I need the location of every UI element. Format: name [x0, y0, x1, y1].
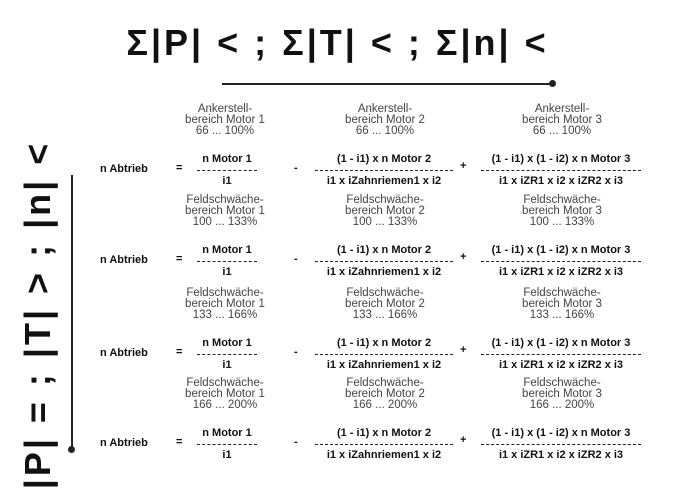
denominator: i1 — [222, 359, 232, 371]
range-label-line: bereich Motor 3 — [522, 298, 602, 310]
fraction — [481, 337, 641, 371]
numerator: (1 - i1) x (1 - i2) x n Motor 3 — [491, 337, 631, 349]
fraction-bar — [315, 444, 453, 445]
denominator: i1 x iZahnriemen1 x i2 — [326, 266, 442, 278]
numerator: (1 - i1) x (1 - i2) x n Motor 3 — [491, 153, 631, 165]
numerator: (1 - i1) x n Motor 2 — [336, 337, 432, 349]
fraction — [197, 337, 257, 371]
range-label-line: bereich Motor 2 — [345, 114, 425, 126]
plus-sign: + — [460, 344, 467, 356]
minus-sign: - — [294, 346, 298, 358]
horizontal-rule — [222, 83, 552, 85]
numerator: (1 - i1) x (1 - i2) x n Motor 3 — [491, 244, 631, 256]
range-label-line: bereich Motor 1 — [185, 388, 265, 400]
fraction-bar — [315, 170, 453, 171]
fraction-bar — [481, 444, 641, 445]
fraction — [481, 153, 641, 187]
formula-row — [0, 378, 675, 468]
fraction-bar — [197, 354, 257, 355]
range-label-line: bereich Motor 1 — [185, 298, 265, 310]
range-label-line: bereich Motor 3 — [522, 205, 602, 217]
denominator: i1 x iZR1 x i2 x iZR2 x i3 — [498, 359, 624, 371]
fraction-bar — [315, 354, 453, 355]
range-label-line: Feldschwäche- — [523, 287, 601, 299]
range-label-line: Feldschwäche- — [346, 377, 424, 389]
lhs-label: n Abtrieb — [100, 437, 148, 449]
range-label-line: bereich Motor 2 — [345, 388, 425, 400]
equals-sign: = — [176, 253, 183, 265]
range-label-line: Feldschwäche- — [523, 194, 601, 206]
equals-sign: = — [176, 436, 183, 448]
range-label — [140, 378, 310, 411]
fraction — [315, 427, 453, 461]
fraction-bar — [197, 170, 257, 171]
fraction-bar — [315, 261, 453, 262]
plus-sign: + — [460, 434, 467, 446]
formula-row — [0, 195, 675, 285]
range-label-line: 166 ... 200% — [352, 399, 418, 411]
formula-row — [0, 104, 675, 194]
side-condition-text: |P| = ; |T| > ; |n| < — [17, 140, 58, 490]
range-label-line: 66 ... 100% — [532, 125, 592, 137]
range-label — [300, 378, 470, 411]
denominator: i1 x iZahnriemen1 x i2 — [326, 175, 442, 187]
range-label-line: Ankerstell- — [357, 103, 413, 115]
lhs-label: n Abtrieb — [100, 347, 148, 359]
denominator: i1 x iZR1 x i2 x iZR2 x i3 — [498, 175, 624, 187]
range-label — [140, 288, 310, 321]
formula-row — [0, 288, 675, 378]
range-label-line: Feldschwäche- — [186, 194, 264, 206]
numerator: (1 - i1) x (1 - i2) x n Motor 3 — [491, 427, 631, 439]
range-label — [140, 195, 310, 228]
range-label-line: Feldschwäche- — [346, 287, 424, 299]
lhs-label: n Abtrieb — [100, 254, 148, 266]
range-label-line: 133 ... 166% — [192, 309, 258, 321]
range-label — [477, 104, 647, 137]
range-label-line: 66 ... 100% — [195, 125, 255, 137]
range-label-line: 66 ... 100% — [355, 125, 415, 137]
range-label — [300, 104, 470, 137]
fraction-bar — [481, 354, 641, 355]
fraction — [315, 337, 453, 371]
rule-end-dot — [549, 80, 556, 87]
range-label — [140, 104, 310, 137]
denominator: i1 x iZR1 x i2 x iZR2 x i3 — [498, 449, 624, 461]
range-label-line: 100 ... 133% — [529, 216, 595, 228]
range-label-line: 100 ... 133% — [352, 216, 418, 228]
lhs-label: n Abtrieb — [100, 163, 148, 175]
fraction-bar — [197, 444, 257, 445]
range-label-line: bereich Motor 1 — [185, 114, 265, 126]
fraction — [197, 427, 257, 461]
minus-sign: - — [294, 253, 298, 265]
fraction — [481, 244, 641, 278]
numerator: n Motor 1 — [202, 337, 252, 349]
numerator: (1 - i1) x n Motor 2 — [336, 244, 432, 256]
denominator: i1 — [222, 266, 232, 278]
denominator: i1 x iZahnriemen1 x i2 — [326, 449, 442, 461]
minus-sign: - — [294, 436, 298, 448]
fraction — [197, 244, 257, 278]
range-label — [477, 288, 647, 321]
range-label-line: bereich Motor 2 — [345, 298, 425, 310]
numerator: (1 - i1) x n Motor 2 — [336, 427, 432, 439]
range-label-line: bereich Motor 2 — [345, 205, 425, 217]
range-label-line: bereich Motor 1 — [185, 205, 265, 217]
range-label-line: Feldschwäche- — [186, 377, 264, 389]
range-label-line: 133 ... 166% — [352, 309, 418, 321]
denominator: i1 x iZR1 x i2 x iZR2 x i3 — [498, 266, 624, 278]
diagram-title: Σ|P| < ; Σ|T| < ; Σ|n| < — [126, 22, 549, 63]
equals-sign: = — [176, 162, 183, 174]
range-label-line: 100 ... 133% — [192, 216, 258, 228]
fraction-bar — [481, 261, 641, 262]
fraction — [481, 427, 641, 461]
range-label-line: Feldschwäche- — [523, 377, 601, 389]
fraction-bar — [197, 261, 257, 262]
numerator: n Motor 1 — [202, 244, 252, 256]
range-label-line: Feldschwäche- — [186, 287, 264, 299]
numerator: n Motor 1 — [202, 427, 252, 439]
plus-sign: + — [460, 251, 467, 263]
equals-sign: = — [176, 346, 183, 358]
minus-sign: - — [294, 162, 298, 174]
denominator: i1 — [222, 175, 232, 187]
range-label — [300, 288, 470, 321]
range-label-line: 166 ... 200% — [529, 399, 595, 411]
range-label-line: 166 ... 200% — [192, 399, 258, 411]
fraction — [315, 244, 453, 278]
range-label-line: Ankerstell- — [534, 103, 590, 115]
fraction — [315, 153, 453, 187]
range-label — [477, 378, 647, 411]
range-label-line: Ankerstell- — [197, 103, 253, 115]
range-label-line: 133 ... 166% — [529, 309, 595, 321]
range-label-line: bereich Motor 3 — [522, 388, 602, 400]
denominator: i1 — [222, 449, 232, 461]
fraction-bar — [481, 170, 641, 171]
fraction — [197, 153, 257, 187]
numerator: n Motor 1 — [202, 153, 252, 165]
range-label-line: Feldschwäche- — [346, 194, 424, 206]
range-label-line: bereich Motor 3 — [522, 114, 602, 126]
range-label — [477, 195, 647, 228]
denominator: i1 x iZahnriemen1 x i2 — [326, 359, 442, 371]
range-label — [300, 195, 470, 228]
numerator: (1 - i1) x n Motor 2 — [336, 153, 432, 165]
plus-sign: + — [460, 160, 467, 172]
